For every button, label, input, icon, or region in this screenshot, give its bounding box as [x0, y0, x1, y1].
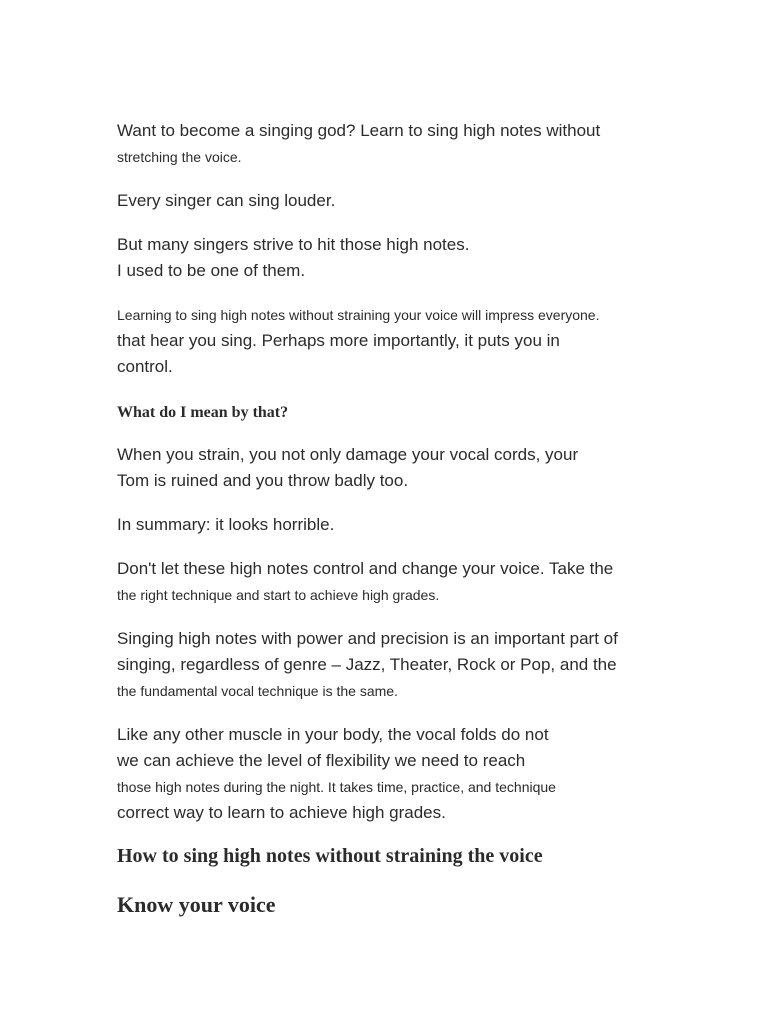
- text-line: control.: [117, 357, 173, 376]
- text-line: I used to be one of them.: [117, 261, 306, 280]
- text-line: But many singers strive to hit those high notes.: [117, 235, 470, 254]
- text-line: those high notes during the night. It takes time, practice, and technique: [117, 779, 556, 795]
- text-line: In summary: it looks horrible.: [117, 515, 335, 534]
- text-line: stretching the voice.: [117, 149, 242, 165]
- text-line: the right technique and start to achieve high grades.: [117, 587, 440, 603]
- paragraph-dont-let: [117, 556, 737, 608]
- article-body: [117, 118, 737, 920]
- paragraph-impress: [117, 302, 737, 380]
- heading-how-to-sing: How to sing high notes without straining the voice: [117, 845, 543, 867]
- paragraph-louder: [117, 188, 737, 214]
- text-line: Tom is ruined and you throw badly too.: [117, 471, 409, 490]
- text-line: Don't let these high notes control and change your voice. Take the: [117, 559, 614, 578]
- text-line: Want to become a singing god? Learn to sing high notes without: [117, 121, 601, 140]
- paragraph-power-precision: [117, 626, 737, 704]
- text-line: singing, regardless of genre – Jazz, Theater, Rock or Pop, and the: [117, 655, 617, 674]
- paragraph-intro: [117, 118, 737, 170]
- text-line: Every singer can sing louder.: [117, 191, 336, 210]
- text-line: that hear you sing. Perhaps more importantly, it puts you in: [117, 331, 560, 350]
- paragraph-strain: [117, 442, 737, 494]
- text-line: Like any other muscle in your body, the vocal folds do not: [117, 725, 549, 744]
- paragraph-strive: [117, 232, 737, 284]
- text-line: we can achieve the level of flexibility we need to reach: [117, 751, 526, 770]
- paragraph-summary: [117, 512, 737, 538]
- paragraph-muscle: [117, 722, 737, 826]
- subheading-what-do-i-mean: What do I mean by that?: [117, 404, 289, 421]
- text-line: Learning to sing high notes without straining your voice will impress everyone.: [117, 307, 600, 323]
- heading-know-your-voice: Know your voice: [117, 892, 276, 917]
- text-line: Singing high notes with power and precision is an important part of: [117, 629, 618, 648]
- text-line: When you strain, you not only damage your vocal cords, your: [117, 445, 579, 464]
- text-line: the fundamental vocal technique is the same.: [117, 683, 398, 699]
- text-line: correct way to learn to achieve high grades.: [117, 803, 446, 822]
